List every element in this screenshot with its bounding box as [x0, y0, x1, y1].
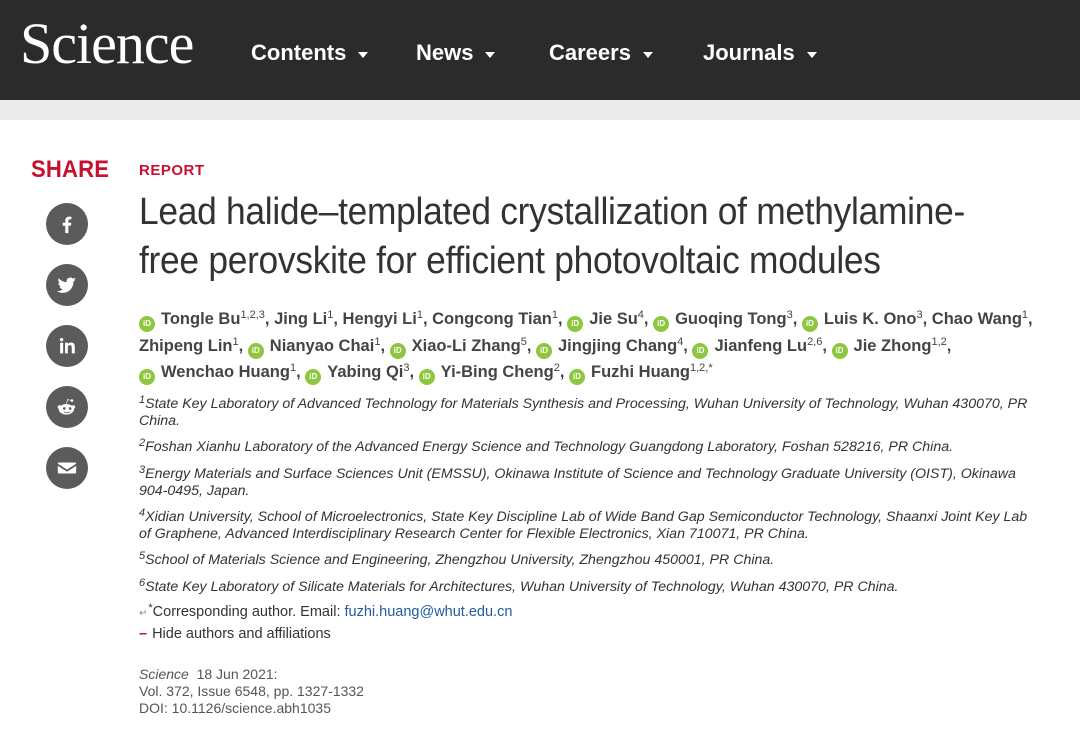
author-name[interactable]: Hengyi Li [342, 310, 417, 328]
article-type: REPORT [139, 162, 205, 179]
citation-date: 18 Jun 2021: [196, 666, 278, 682]
affiliation-5 [139, 552, 1039, 569]
author-affiliation-ref: 1 [1021, 309, 1029, 321]
author-affiliation-ref: 1,2 [931, 335, 947, 348]
affiliation-text: State Key Laboratory of Silicate Materials for Architectures, Wuhan University of Technology, Wuhan 430070, PR China. [145, 579, 899, 595]
share-email-button[interactable] [46, 447, 88, 489]
author-name[interactable]: Tongle Bu [161, 310, 241, 328]
hide-authors-toggle[interactable] [139, 626, 331, 642]
author-name[interactable]: Yabing Qi [327, 363, 404, 381]
twitter-icon [56, 274, 78, 296]
author-affiliation-ref: 3 [916, 309, 923, 321]
author-name[interactable]: Congcong Tian [432, 310, 552, 328]
author-name[interactable]: Chao Wang [931, 310, 1022, 328]
author-affiliation-ref: 1 [327, 309, 334, 321]
orcid-icon[interactable]: iD [653, 316, 669, 332]
author-affiliation-ref: 1,2,* [690, 362, 713, 374]
author-item[interactable] [569, 363, 713, 381]
share-facebook-button[interactable] [46, 203, 88, 245]
author-affiliation-ref: 4 [637, 309, 644, 321]
orcid-icon[interactable]: iD [802, 316, 818, 332]
orcid-icon[interactable]: iD [567, 316, 583, 332]
corresponding-label: Corresponding author. Email: [152, 604, 345, 620]
linkedin-icon [56, 335, 78, 357]
affiliation-number: 4 [139, 507, 146, 519]
orcid-icon[interactable]: iD [248, 343, 264, 359]
author-item[interactable] [139, 337, 239, 355]
orcid-icon[interactable]: iD [832, 343, 848, 359]
author-affiliation-ref: 3 [786, 309, 793, 321]
author-item[interactable] [802, 310, 923, 328]
author-item[interactable] [139, 363, 296, 381]
corresponding-mark: * [148, 602, 153, 614]
author-item[interactable] [832, 337, 947, 355]
author-name[interactable]: Jianfeng Lu [714, 336, 808, 355]
author-item[interactable] [343, 310, 423, 328]
author-item[interactable] [139, 310, 265, 328]
orcid-icon[interactable]: iD [139, 369, 155, 385]
orcid-icon[interactable]: iD [305, 369, 321, 385]
orcid-icon[interactable]: iD [390, 343, 406, 359]
affiliation-number: 6 [139, 577, 146, 589]
author-name[interactable]: Xiao-Li Zhang [411, 336, 521, 355]
affiliation-text: School of Materials Science and Engineering, Zhengzhou University, Zhengzhou 450001, PR China. [145, 552, 775, 568]
affiliation-6 [139, 579, 1039, 596]
author-item[interactable] [248, 337, 381, 355]
author-item[interactable] [305, 363, 409, 381]
nav-journals[interactable] [703, 40, 817, 66]
share-reddit-button[interactable] [46, 386, 88, 428]
author-name[interactable]: Luis K. Ono [823, 310, 917, 328]
author-list: iD Tongle Bu$^{1,2,3}$, Jing Li$^1$, Hengyi Li$^1$, Congcong Tian$^1$, iD Jie Su$^4$, iD Guoqing Tong$^3$, iD Luis K. Ono$^3$, Chao Wang$^1$, Zhipeng Lin$^1$, iD Nianyao Chai$^1$, iD Xiao-Li Zhang$^5$, iD Jingjing Chang$^4$, iD Jianfeng Lu$^{2,6}$, iD Jie Zhong$^{1,2}$, iD Wenchao Huang$^1$, iD Yabing Qi$^3$, iD Yi-Bing Cheng$^2$, iD Fuzhi Huang$^{1,2,*}$ [139, 306, 1049, 386]
orcid-icon[interactable]: iD [139, 316, 155, 332]
chevron-down-icon [643, 52, 653, 58]
author-affiliation-ref: 1 [416, 309, 423, 321]
chevron-down-icon [485, 52, 495, 58]
author-affiliation-ref: 1,2,3 [240, 309, 265, 321]
hide-authors-label: Hide authors and affiliations [152, 626, 331, 642]
chevron-down-icon [807, 52, 817, 58]
author-affiliation-ref: 4 [677, 335, 684, 348]
author-name[interactable]: Jie Zhong [853, 336, 932, 355]
article-title: Lead halide–templated crystallization of methylamine-free perovskite for efficient photovoltaic modules [139, 191, 965, 282]
nav-contents[interactable] [251, 40, 368, 66]
author-item[interactable] [932, 310, 1028, 328]
email-icon [56, 457, 78, 479]
author-item[interactable] [692, 337, 822, 355]
nav-journals-label: Journals [703, 40, 795, 65]
affiliation-3 [139, 466, 1039, 500]
corresponding-author [139, 604, 512, 620]
share-twitter-button[interactable] [46, 264, 88, 306]
chevron-down-icon [358, 52, 368, 58]
author-name[interactable]: Wenchao Huang [161, 363, 290, 381]
header-divider [0, 100, 1080, 120]
affiliation-1 [139, 396, 1039, 430]
orcid-icon[interactable]: iD [536, 343, 552, 359]
citation-date-line [139, 666, 364, 683]
author-name[interactable]: Fuzhi Huang [591, 363, 690, 381]
site-header [0, 0, 1080, 100]
affiliation-number: 2 [139, 437, 146, 449]
author-item[interactable] [653, 310, 793, 328]
author-affiliation-ref: 1 [232, 335, 239, 348]
nav-careers-label: Careers [549, 40, 631, 65]
author-affiliation-ref: 3 [403, 362, 410, 374]
author-name[interactable]: Nianyao Chai [269, 336, 375, 355]
author-item[interactable] [390, 337, 527, 355]
author-affiliation-ref: 1 [374, 335, 381, 348]
author-name[interactable]: Yi-Bing Cheng [440, 363, 554, 381]
orcid-icon[interactable]: iD [569, 369, 585, 385]
science-logo[interactable]: Science [20, 11, 194, 76]
orcid-icon[interactable]: iD [419, 369, 435, 385]
share-label: SHARE [31, 156, 110, 183]
return-arrow-icon[interactable]: ↵ [139, 608, 148, 619]
orcid-icon[interactable]: iD [692, 343, 708, 359]
nav-news-label: News [416, 40, 474, 65]
author-affiliation-ref: 1 [289, 362, 297, 374]
citation-journal: Science [139, 666, 189, 682]
author-item[interactable] [536, 337, 683, 355]
author-affiliation-ref: 1 [551, 309, 559, 321]
minus-icon: – [139, 626, 148, 642]
affiliation-text: Xidian University, School of Microelectronics, State Key Discipline Lab of Wide Band Gap Semiconductor Technology, Shaanxi Joint Key Lab of Graphene, Advanced Interdisciplinary Research Center for Flexible Electronics, Xian 710071, PR China. [139, 509, 1028, 542]
author-item[interactable] [274, 310, 333, 328]
nav-careers[interactable] [549, 40, 653, 66]
author-item[interactable] [567, 310, 644, 328]
author-name[interactable]: Guoqing Tong [675, 310, 787, 328]
share-linkedin-button[interactable] [46, 325, 88, 367]
citation-block [139, 666, 364, 717]
nav-contents-label: Contents [251, 40, 347, 65]
affiliation-number: 5 [139, 550, 146, 562]
citation-volume: Vol. 372, Issue 6548, pp. 1327-1332 [139, 683, 364, 699]
affiliation-text: Foshan Xianhu Laboratory of the Advanced Energy Science and Technology Guangdong Laboratory, Foshan 528216, PR China. [145, 439, 954, 455]
author-affiliation-ref: 2 [553, 362, 560, 374]
author-name[interactable]: Jing Li [274, 310, 328, 328]
affiliation-number: 1 [139, 394, 146, 406]
affiliation-4 [139, 509, 1039, 543]
citation-doi[interactable]: DOI: 10.1126/science.abh1035 [139, 700, 331, 716]
affiliation-text: State Key Laboratory of Advanced Technology for Materials Synthesis and Processing, Wuhan University of Technology, Wuhan 430070, PR China. [139, 396, 1028, 429]
affiliation-2 [139, 439, 1039, 456]
author-name[interactable]: Zhipeng Lin [139, 336, 233, 355]
reddit-icon [56, 396, 78, 418]
affiliation-text: Energy Materials and Surface Sciences Unit (EMSSU), Okinawa Institute of Science and Technology Graduate University (OIST), Okinawa 904-0495, Japan. [139, 466, 1016, 499]
nav-news[interactable] [416, 40, 495, 66]
author-item[interactable] [419, 363, 560, 381]
facebook-icon [56, 213, 78, 235]
author-item[interactable] [432, 310, 558, 328]
author-name[interactable]: Jingjing Chang [558, 336, 678, 355]
affiliation-number: 3 [139, 464, 146, 476]
author-affiliation-ref: 5 [520, 335, 527, 348]
author-name[interactable]: Jie Su [589, 310, 638, 328]
author-affiliation-ref: 2,6 [807, 335, 823, 348]
corresponding-email-link[interactable]: fuzhi.huang@whut.edu.cn [344, 604, 513, 620]
